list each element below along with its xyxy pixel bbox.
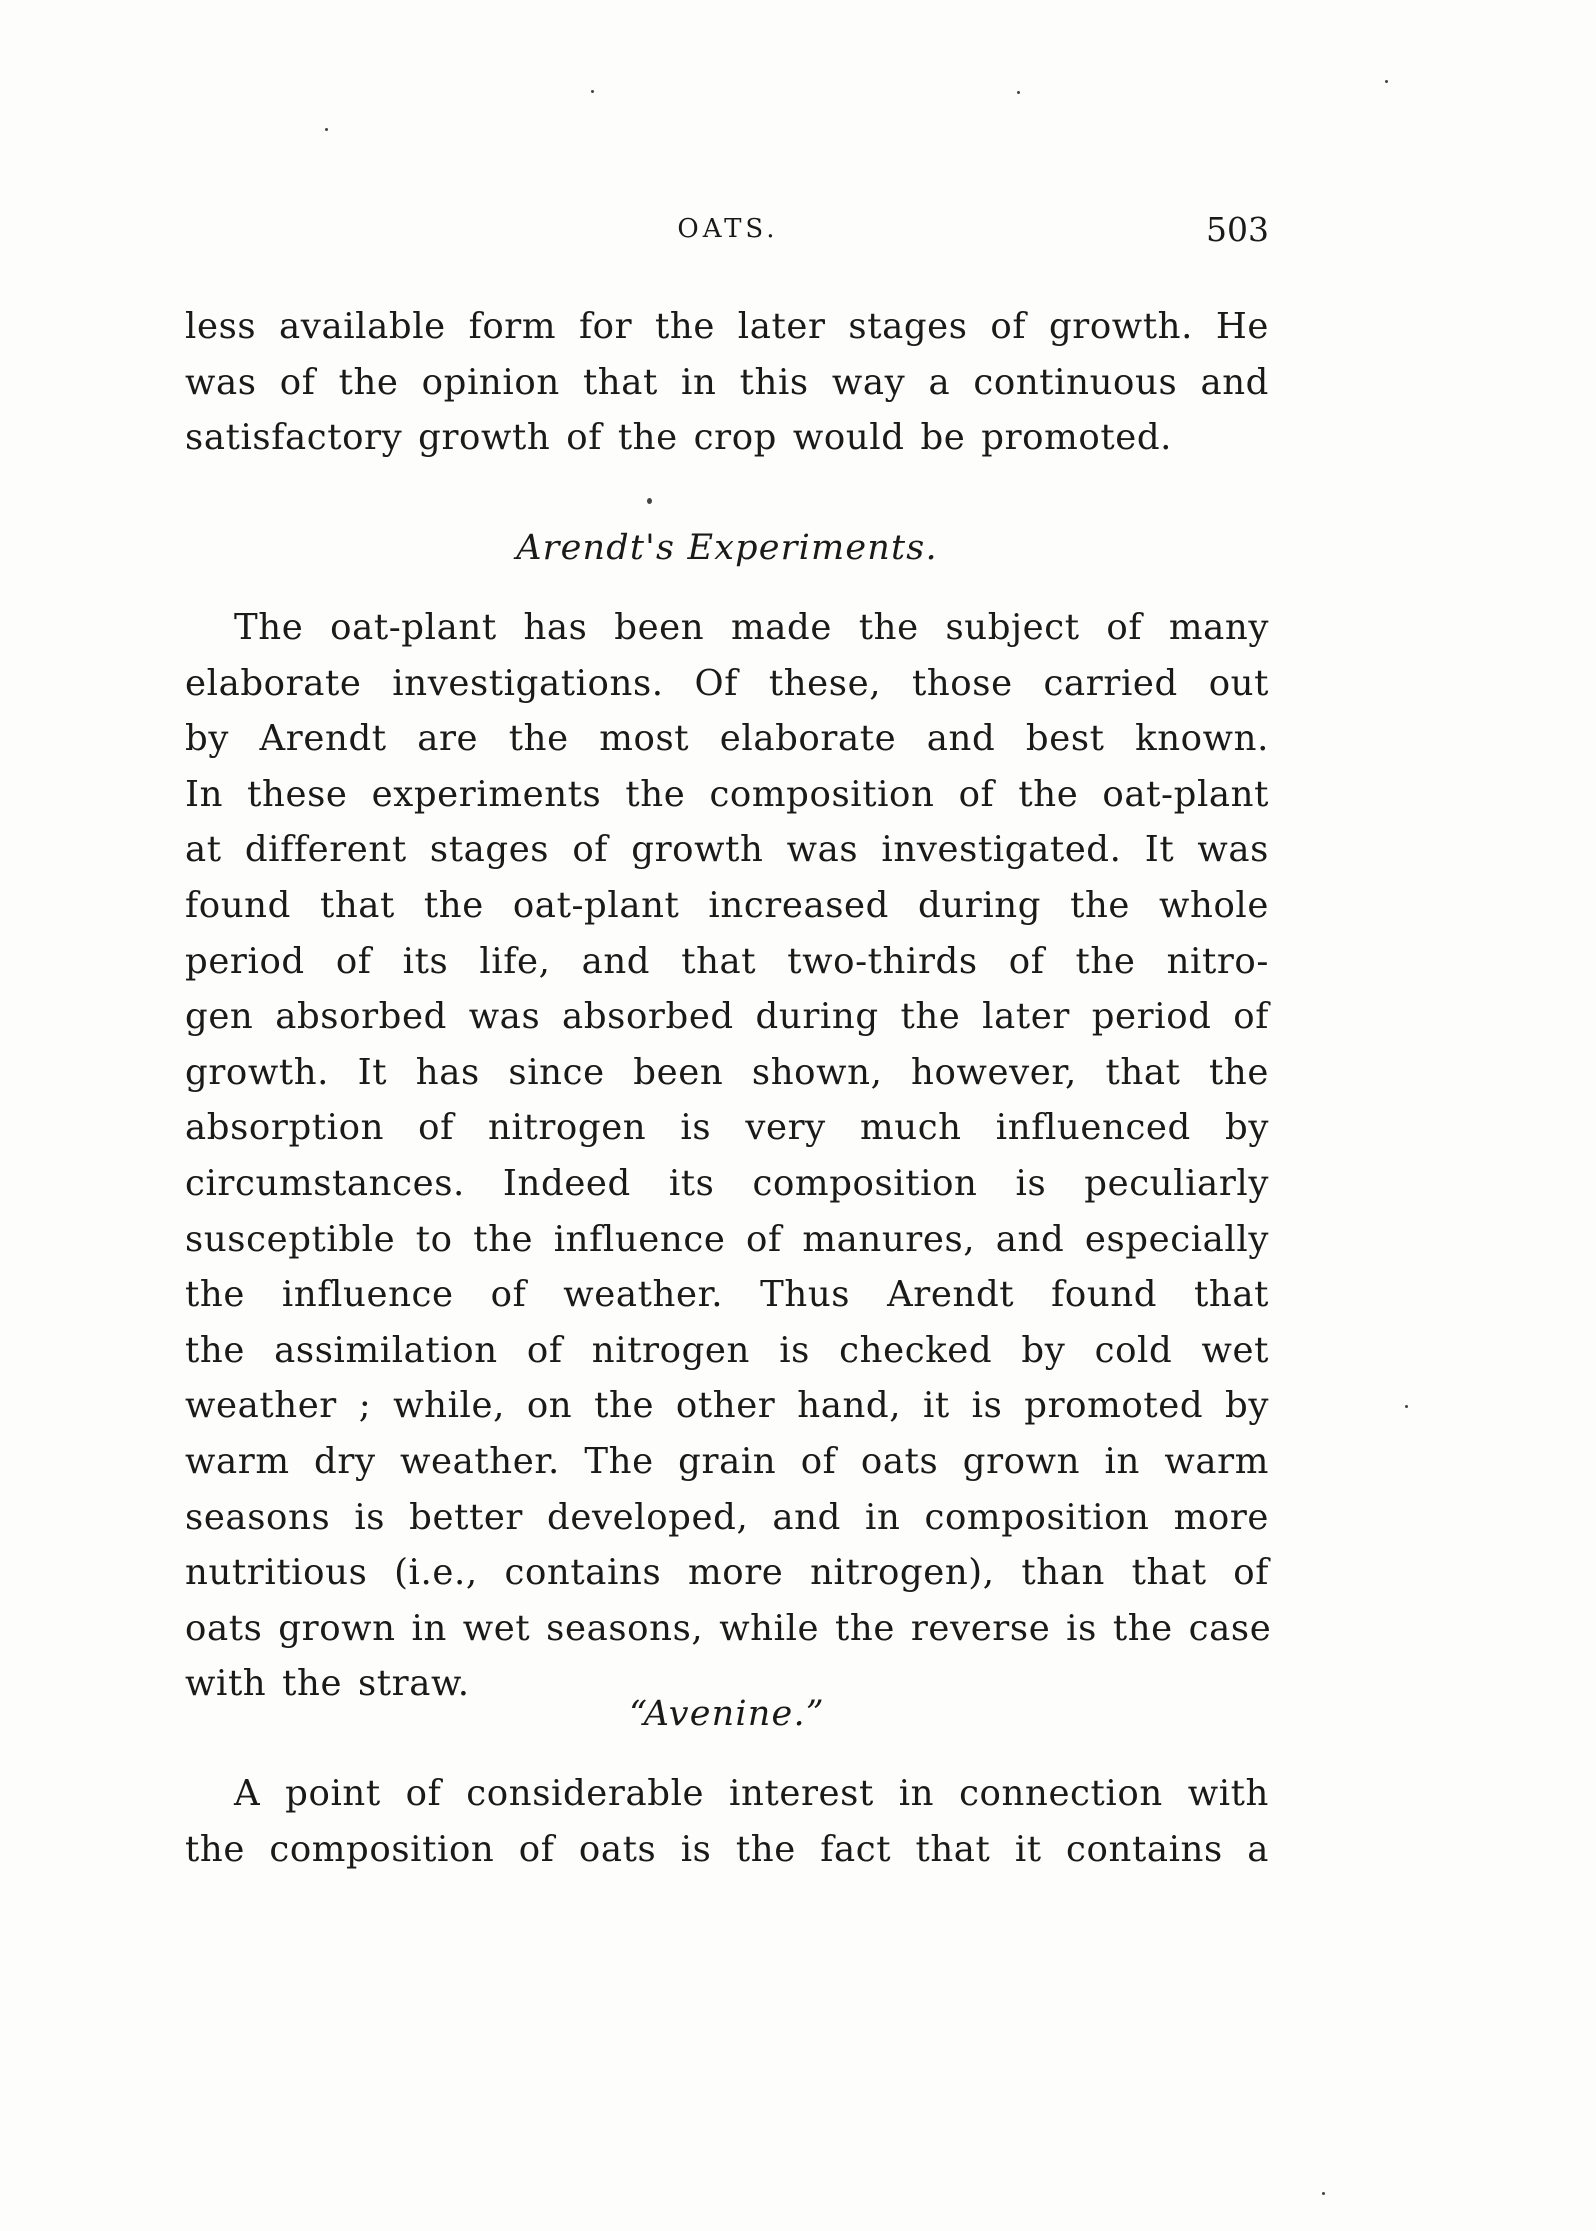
scan-speck xyxy=(1405,1405,1408,1408)
text-line: A point of considerable interest in connection with xyxy=(234,1773,1269,1814)
text-line: oats grown in wet seasons, while the reverse is the case xyxy=(185,1607,1272,1649)
text-line: satisfactory growth of the crop would be promoted. xyxy=(185,417,1173,459)
text-line: The oat-plant has been made the subject of many xyxy=(234,607,1269,648)
scan-speck xyxy=(1322,2192,1325,2195)
text-line: weather ; while, on the other hand, it is promoted by xyxy=(185,1385,1269,1427)
scan-speck xyxy=(647,498,652,504)
text-line: the influence of weather. Thus Arendt found that xyxy=(185,1274,1269,1316)
section-heading-arendt: Arendt's Experiments. xyxy=(516,528,938,568)
arendt-paragraph xyxy=(185,600,1272,1712)
text-line: growth. It has since been shown, however, that the xyxy=(185,1051,1269,1093)
text-line: was of the opinion that in this way a continuous and xyxy=(185,361,1269,403)
section-heading-avenine: “Avenine.” xyxy=(629,1694,825,1734)
text-line: the composition of oats is the fact that it contains a xyxy=(185,1828,1269,1870)
text-line: circumstances. Indeed its composition is peculiarly xyxy=(185,1162,1269,1204)
running-title: OATS. xyxy=(677,214,779,244)
text-line: susceptible to the influence of manures, and especially xyxy=(185,1218,1269,1260)
continuation-paragraph xyxy=(185,299,1269,466)
text-line: by Arendt are the most elaborate and best known. xyxy=(185,718,1269,760)
page-number: 503 xyxy=(1206,210,1269,249)
scan-speck xyxy=(1017,91,1020,94)
text-line: at different stages of growth was investigated. It was xyxy=(185,829,1269,871)
scan-speck xyxy=(591,90,594,93)
text-line: gen absorbed was absorbed during the later period of xyxy=(185,996,1269,1038)
text-line: less available form for the later stages of growth. He xyxy=(185,306,1269,347)
text-line: period of its life, and that two-thirds of the nitro- xyxy=(185,940,1269,982)
text-line: warm dry weather. The grain of oats grown in warm xyxy=(185,1440,1269,1482)
text-line: elaborate investigations. Of these, those carried out xyxy=(185,662,1269,704)
text-line: the assimilation of nitrogen is checked by cold wet xyxy=(185,1329,1269,1371)
text-line: with the straw. xyxy=(185,1663,470,1705)
scan-speck xyxy=(1385,80,1388,83)
text-line: seasons is better developed, and in composition more xyxy=(185,1496,1269,1538)
text-line: In these experiments the composition of the oat-plant xyxy=(185,773,1269,815)
running-header xyxy=(187,210,1269,250)
text-line: found that the oat-plant increased during the whole xyxy=(185,884,1269,926)
scan-speck xyxy=(325,128,328,131)
text-line: absorption of nitrogen is very much influenced by xyxy=(185,1107,1269,1149)
avenine-paragraph xyxy=(185,1766,1269,1877)
text-line: nutritious (i.e., contains more nitrogen), than that of xyxy=(185,1552,1269,1594)
